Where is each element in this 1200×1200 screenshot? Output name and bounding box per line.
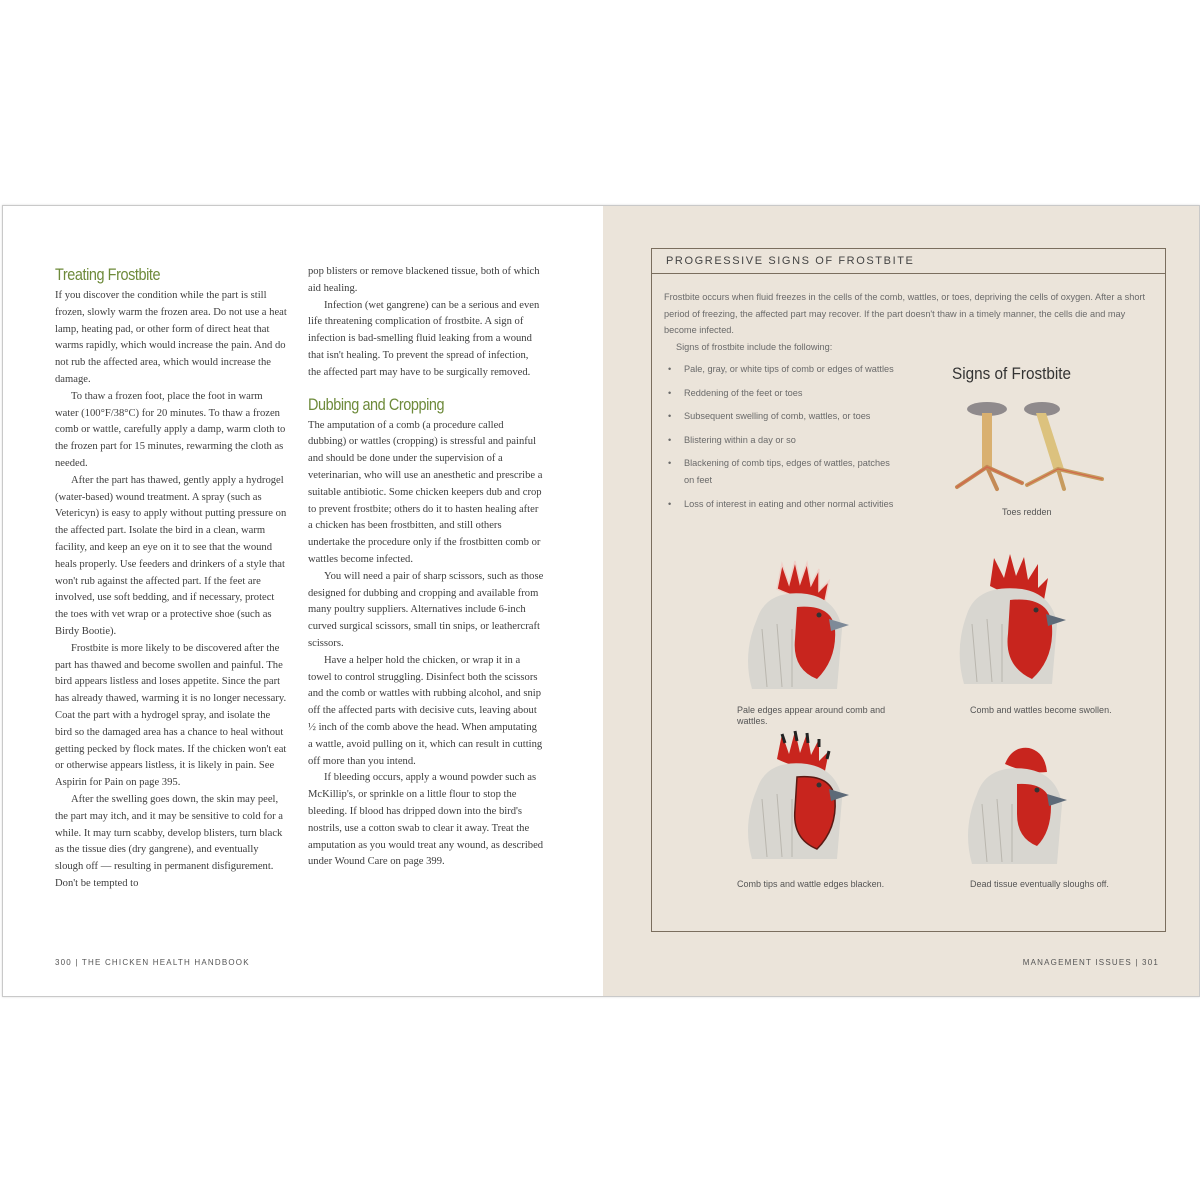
bullet-icon: • [668,498,672,509]
rooster-head-pale-edges [737,559,857,699]
paragraph: pop blisters or remove blackened tissue, both of which aid healing. [308,266,540,294]
page-footer-left: 300 | THE CHICKEN HEALTH HANDBOOK [55,958,250,967]
intro-paragraph: Frostbite occurs when fluid freezes in the cells of the comb, wattles, or toes, depriving the cells of oxygen. After a short period of freezing, the affected part may recover. If the part doesn't thaw in a timely manner, the cells die and may become infected. [664,292,1146,336]
left-foot [957,402,1022,489]
paragraph: Have a helper hold the chicken, or wrap it in a towel to control struggling. Disinfect both the scissors and the comb or wattles with rubbing alcohol, and snip off the affected parts with decisive cuts, leaving about ½ inch of the comb above the head. When amputating a wattle, avoid pulling on it, which can result in cutting off more than you intend. [308,654,543,767]
list-item: • Subsequent swelling of comb, wattles, or toes [666,408,896,425]
bullet-icon: • [668,364,672,374]
paragraph: If bleeding occurs, apply a wound powder such as McKillip's, or sprinkle on a little flour to stop the bleeding. If blood has dripped down into the bird's nostrils, use a cotton swab to clear it away. Treat the amputation as you would treat any wound, as described under Wound Care on page 399. [308,772,544,868]
paragraph: To thaw a frozen foot, place the foot in warm water (100°F/38°C) for 20 minutes. To thaw a frozen comb or wattle, carefully apply a damp, warm cloth to the frozen part for 15 minutes, rewarming the cloth as needed. [55,390,286,469]
signs-list [666,361,896,519]
list-item: • Loss of interest in eating and other normal activities [666,496,896,513]
bullet-icon: • [668,434,672,445]
bullet-icon: • [668,411,672,422]
rooster-head-swollen [952,554,1072,694]
page-footer-right: MANAGEMENT ISSUES | 301 [1022,958,1159,967]
paragraph: You will need a pair of sharp scissors, such as those designed for dubbing and cropping and available from many poultry suppliers. Alternatives include 6-inch curved surgical scissors, small tin snips, or leathercraft scissors. [308,570,544,649]
caption-sloughs-off: Dead tissue eventually sloughs off. [970,879,1109,889]
list-item: • Pale, gray, or white tips of comb or edges of wattles [666,361,896,378]
paragraph: The amputation of a comb (a procedure called dubbing) or wattles (cropping) is stressful and painful and should be done under the supervision of a veterinarian, who will use an anesthetic and prescribe a suitable antibiotic. Some chicken keepers dub and crop to prevent frostbite; others do it to hasten healing after a chicken has been frostbitten, and still others undertake the procedure only if the frostbitten comb or wattles become infected. [308,419,543,565]
paragraph: Infection (wet gangrene) can be a serious and even life threatening complication of frostbite. A sign of infection is bad-smelling fluid leaking from a wound that isn't healing. To prevent the spread of infection, the affected part may have to be surgically removed. [308,299,540,378]
list-item: • Blackening of comb tips, edges of wattles, patches on feet [666,455,896,488]
bullet-icon: • [668,458,672,469]
bullet-icon: • [668,387,672,398]
paragraph: After the swelling goes down, the skin may peel, the part may itch, and it may be sensitive to cold for a while. It may turn scabby, develop blisters, turn black as the tissue dies (dry gangrene), and eventually slough off — resulting in permanent disfigurement. Don't be tempted to [55,793,283,889]
paragraph: If you discover the condition while the part is still frozen, slowly warm the frozen area. Do not use a heat lamp, heating pad, or other form of direct heat that warms rapidly, which would increase the pain. And do not rub the affected area, which would increase the damage. [55,290,287,385]
rooster-head-blackened [737,729,857,869]
intro-lead: Signs of frostbite include the following: [676,341,833,352]
right-foot [1024,402,1102,489]
sidebar-intro [664,289,1156,355]
caption-swollen: Comb and wattles become swollen. [970,705,1112,715]
left-column-2 [308,264,544,871]
paragraph: After the part has thawed, gently apply a hydrogel (water-based) wound treatment. A spray (such as Vetericyn) is easy to apply without putting pressure on the affected part. Isolate the bird in a clean, warm facility, and keep an eye on it to see that the wound heals properly. Use feeders and drinkers of a style that won't rub against the affected part. If the feet are involved, use soft bedding, and if necessary, protect the toes with vet wrap or a protective shoe (such as Birdy Bootie). [55,474,287,637]
book-spread [2,205,1200,997]
left-page [3,206,603,996]
figure-title: Signs of Frostbite [952,364,1072,383]
sidebar-box-title: PROGRESSIVE SIGNS OF FROSTBITE [652,249,1165,274]
list-item: • Blistering within a day or so [666,432,896,449]
right-page [603,206,1199,996]
left-column-1 [55,264,287,893]
caption-pale-edges: Pale edges appear around comb and wattles. [737,705,886,726]
heading-treating-frostbite: Treating Frostbite [55,265,161,284]
sidebar-box [651,248,1166,932]
caption-feet: Toes redden [1002,507,1052,517]
chicken-feet-illustration [952,399,1122,499]
caption-blackened: Comb tips and wattle edges blacken. [737,879,885,889]
rooster-head-sloughed [957,734,1077,874]
heading-dubbing-and-cropping: Dubbing and Cropping [308,394,445,414]
paragraph: Frostbite is more likely to be discovered after the part has thawed and become swollen and painful. The bird appears listless and loses appetite. Since the part has already thawed, warming it is no longer necessary. Coat the part with a hydrogel spray, and isolate the bird so the damaged area has a chance to heal without getting pecked by flock mates. If the chicken won't eat or otherwise appears listless, it is likely in pain. See Aspirin for Pain on page 395. [55,642,287,789]
list-item: • Reddening of the feet or toes [666,385,896,402]
